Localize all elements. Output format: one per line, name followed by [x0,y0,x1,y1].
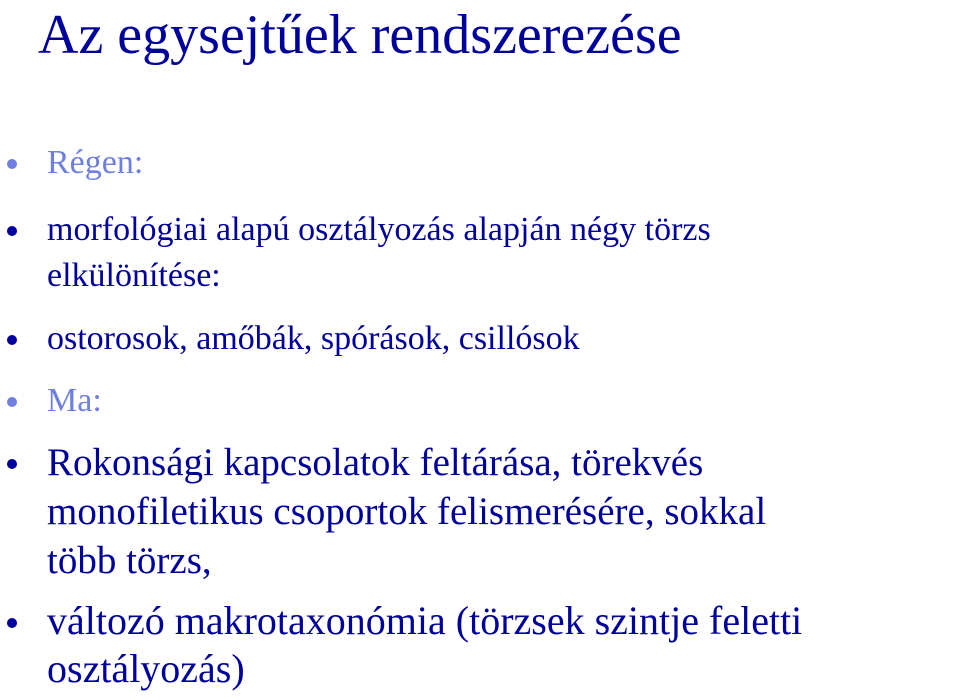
bullet-text-line: változó makrotaxonómia (törzsek szintje feletti [47,598,803,643]
bullet-dot-icon [7,618,17,628]
bullet-dot-icon [7,397,17,407]
bullet-text-line: morfológiai alapú osztályozás alapján négy törzs [47,211,711,248]
bullet-text: Régen: [47,144,144,181]
bullet-text-line: Rokonsági kapcsolatok feltárása, törekvés [47,441,704,484]
bullet-dot-icon [7,459,17,469]
bullet-text: ostorosok, amőbák, spórások, csillósok [47,320,580,357]
bullet-dot-icon [7,335,17,345]
bullet-text: Ma: [47,382,102,419]
bullet-dot-icon [7,159,17,169]
bullet-text-line: osztályozás) [47,646,245,691]
bullet-text-line: elkülönítése: [47,257,221,294]
bullet-text-line: több törzs, [47,539,212,582]
bullet-text-line: monofiletikus csoportok felismerésére, sokkal [47,490,767,533]
bullet-dot-icon [7,226,17,236]
slide-title: Az egysejtűek rendszerezése [38,4,682,66]
